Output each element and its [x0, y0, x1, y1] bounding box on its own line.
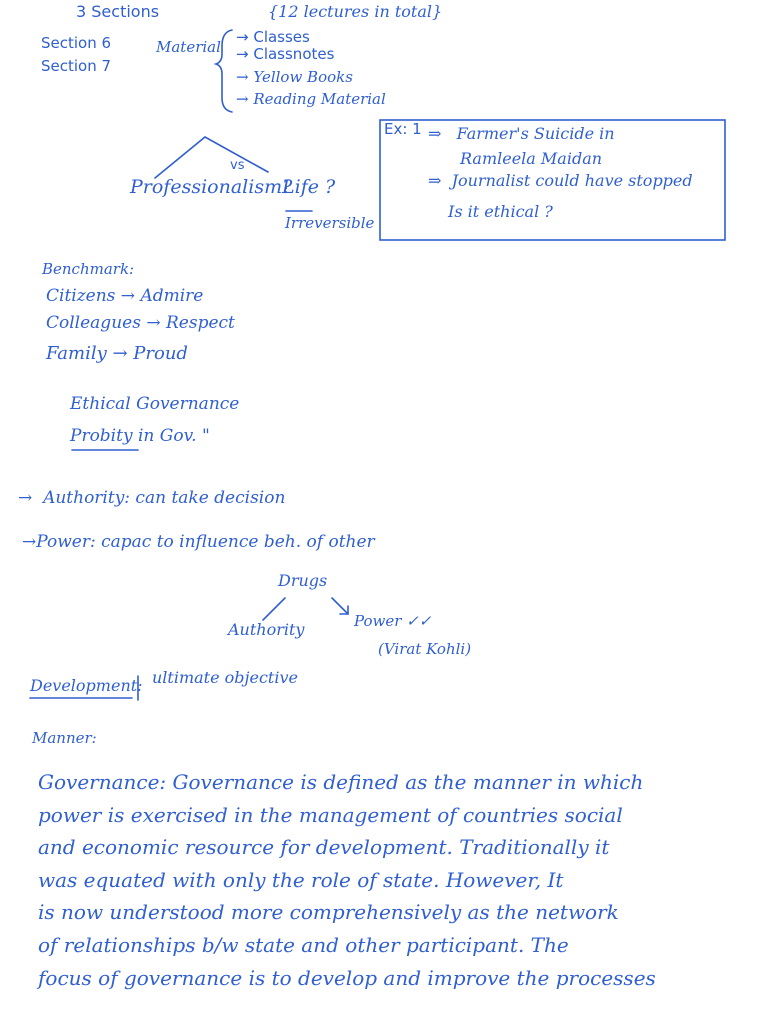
example-line: Ramleela Maidan [460, 149, 603, 168]
drugs-node: Drugs [278, 571, 328, 590]
authority-node: Authority [228, 620, 305, 639]
lectures-note: {12 lectures in total} [268, 2, 443, 21]
benchmark-title: Benchmark: [42, 260, 135, 278]
sections-heading: 3 Sections [76, 2, 160, 21]
ethical-governance: Ethical Governance [70, 394, 240, 414]
power-node: Power ✓✓ [354, 612, 432, 630]
governance-line: is now understood more comprehensively as the network [38, 900, 619, 925]
power-definition: →Power: capac to influence beh. of other [22, 532, 375, 552]
material-item: → Yellow Books [236, 68, 353, 86]
drugs-to-authority-line [263, 598, 285, 620]
example-line: ⇒ Farmer's Suicide in [428, 124, 615, 143]
material-item: → Classnotes [236, 45, 335, 63]
governance-line: of relationships b/w state and other participant. The [38, 932, 569, 957]
drugs-to-power-arrowhead [340, 606, 348, 614]
authority-definition: → Authority: can take decision [18, 488, 286, 508]
material-item: → Classes [236, 28, 310, 46]
life-text: Life ? [282, 176, 336, 198]
probity-line: Probity in Gov. " [70, 426, 210, 446]
material-item: → Reading Material [236, 90, 386, 108]
virat-note: (Virat Kohli) [378, 640, 472, 658]
governance-line: power is exercised in the management of countries social [38, 802, 623, 827]
example-line: Is it ethical ? [448, 202, 553, 221]
vs-label: vs [230, 158, 245, 173]
benchmark-item: Family → Proud [46, 343, 188, 364]
development-text: ultimate objective [152, 668, 298, 687]
benchmark-item: Colleagues → Respect [46, 313, 235, 333]
example-label: Ex: 1 [384, 120, 422, 138]
governance-line: Governance: Governance is defined as the manner in which [38, 770, 644, 794]
section-7-label: Section 7 [41, 57, 112, 75]
benchmark-item: Citizens → Admire [46, 286, 204, 306]
governance-paragraph [38, 766, 728, 994]
material-label: Material [156, 38, 221, 56]
irreversible-text: Irreversible [285, 214, 375, 232]
governance-line: and economic resource for development. Traditionally it [38, 835, 610, 860]
manner-label: Manner: [32, 729, 97, 747]
drugs-to-power-line [332, 598, 348, 614]
section-6-label: Section 6 [41, 34, 112, 52]
professionalism-text: Professionalism? [130, 176, 293, 198]
example-line: ⇒ Journalist could have stopped [428, 171, 693, 190]
dilemma-triangle [155, 137, 268, 178]
governance-line: was equated with only the role of state. However, It [38, 867, 564, 892]
governance-line: focus of governance is to develop and improve the processes [38, 965, 656, 990]
development-label: Development: [30, 676, 143, 695]
